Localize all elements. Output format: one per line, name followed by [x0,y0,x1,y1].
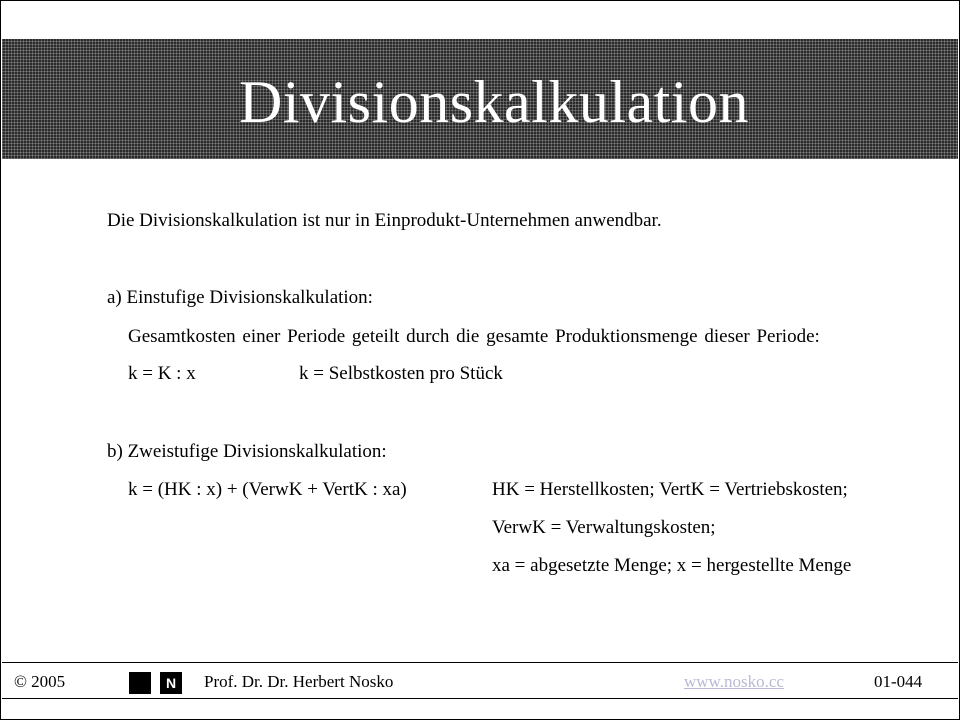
intro-text: Die Divisionskalkulation ist nur in Einprodukt-Unternehmen anwendbar. [107,210,662,231]
slide-title: Divisionskalkulation [239,69,749,135]
footer-slide-number: 01-044 [874,672,923,691]
n-logo-icon: N [160,672,182,694]
section-b-formula: k = (HK : x) + (VerwK + VertK : xa) [128,479,407,500]
footer-copyright: © 2005 [14,672,66,691]
section-b-legend-line-2: VerwK = Verwaltungskosten; [492,517,716,538]
black-square-logo-icon [129,672,151,694]
footer-website-link[interactable]: www.nosko.cc [684,672,784,691]
section-a-description: Gesamtkosten einer Periode geteilt durch die gesamte Produktionsmenge dieser Periode: [128,326,820,347]
footer-author: Prof. Dr. Dr. Herbert Nosko [204,672,394,691]
section-b-heading: b) Zweistufige Divisionskalkulation: [107,441,387,462]
section-a-legend: k = Selbstkosten pro Stück [299,363,503,384]
section-a-formula: k = K : x [128,363,196,384]
section-b-legend-line-1: HK = Herstellkosten; VertK = Vertriebskosten; [492,479,848,500]
section-a-heading: a) Einstufige Divisionskalkulation: [107,287,373,308]
section-b-legend-line-3: xa = abgesetzte Menge; x = hergestellte Menge [492,555,852,576]
footer-divider [2,662,958,663]
footer-bottom-divider [2,698,958,699]
